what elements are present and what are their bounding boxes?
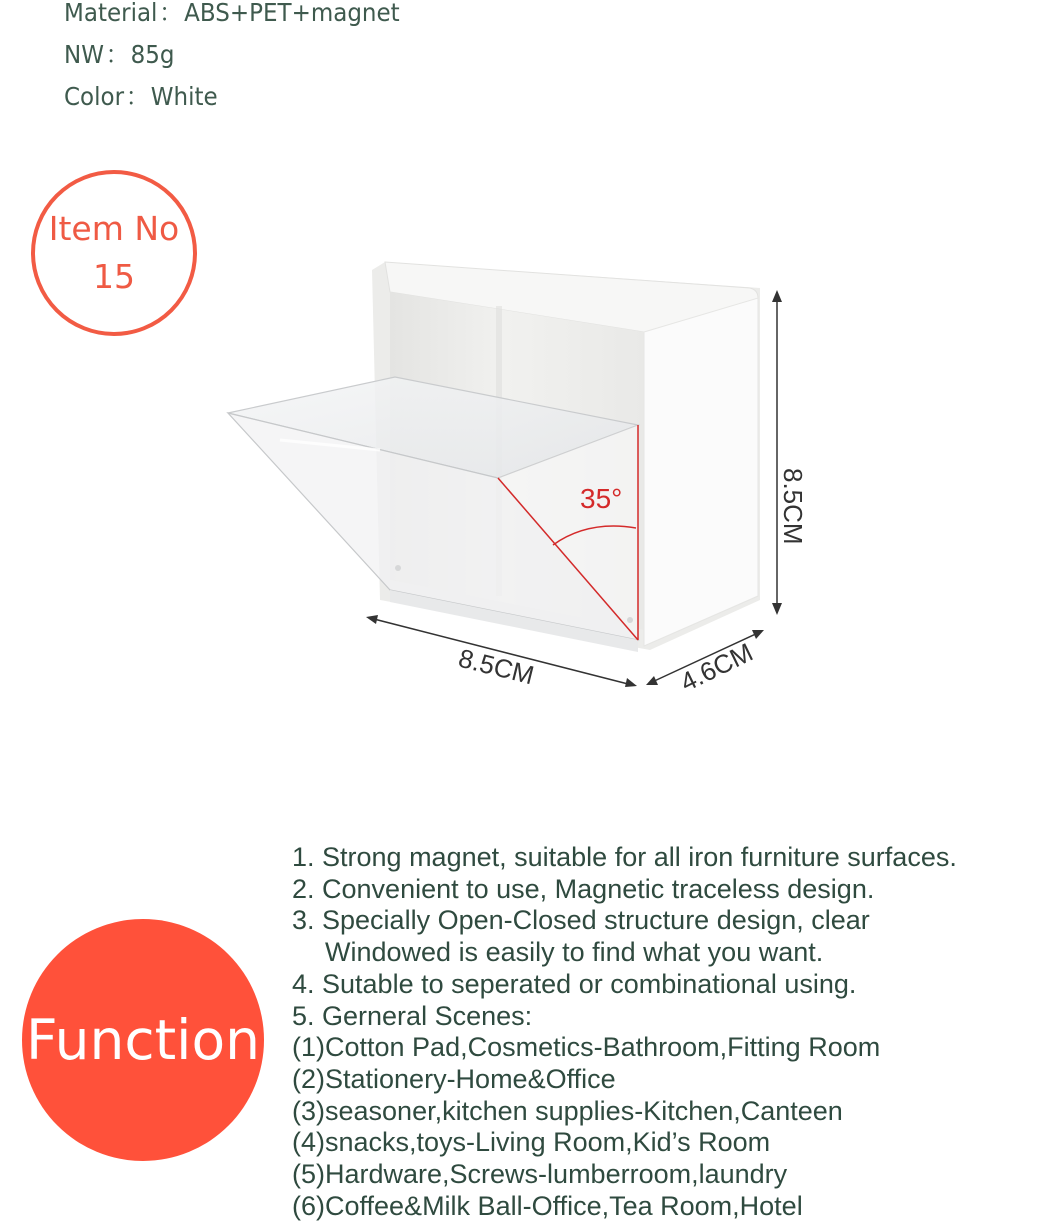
spec-material-label: Material	[64, 0, 158, 27]
storage-box-illustration	[220, 240, 820, 710]
spec-separator: ：	[159, 0, 183, 27]
spec-material	[64, 0, 400, 34]
feature-item-continuation: Windowed is easily to find what you want.	[325, 937, 824, 968]
feature-item: 4. Sutable to seperated or combinational using.	[292, 968, 857, 999]
scene-item: (5)Hardware,Screws-lumberroom,laundry	[292, 1159, 788, 1190]
feature-item: 5. Gerneral Scenes:	[292, 1000, 533, 1031]
scene-item: (4)snacks,toys-Living Room,Kid’s Room	[292, 1127, 771, 1158]
spec-nw-value: 85g	[130, 40, 175, 69]
scene-item: (2)Stationery-Home&Office	[292, 1063, 616, 1094]
spec-color-value: White	[150, 82, 218, 111]
transparent-lid	[228, 377, 638, 652]
spec-separator: ：	[105, 40, 129, 69]
features-list	[292, 842, 1037, 1222]
function-badge	[22, 919, 264, 1161]
spec-material-value: ABS+PET+magnet	[184, 0, 400, 27]
angle-label: 35°	[580, 483, 623, 514]
scene-item: (1)Cotton Pad,Cosmetics-Bathroom,Fitting Room	[292, 1032, 881, 1063]
scene-item: (6)Coffee&Milk Ball-Office,Tea Room,Hotel	[292, 1190, 803, 1221]
function-badge-label: Function	[26, 1008, 260, 1072]
item-number-badge	[31, 170, 197, 336]
height-dimension	[772, 290, 808, 615]
specs-block	[64, 0, 429, 118]
item-badge-number: 15	[93, 257, 135, 296]
feature-item: 3. Specially Open-Closed structure design, clear	[292, 905, 870, 936]
product-image	[220, 240, 820, 710]
feature-item: 2. Convenient to use, Magnetic traceless design.	[292, 873, 875, 904]
item-badge-label: Item No	[48, 209, 180, 248]
spec-color-label: Color	[64, 82, 125, 111]
width-label: 8.5CM	[455, 642, 538, 691]
spec-color	[64, 76, 400, 118]
scene-item: (3)seasoner,kitchen supplies-Kitchen,Canteen	[292, 1095, 843, 1126]
depth-label: 4.6CM	[675, 636, 758, 698]
spec-separator: ：	[125, 82, 149, 111]
spec-nw	[64, 34, 400, 76]
height-label: 8.5CM	[778, 468, 808, 545]
spec-nw-label: NW	[64, 40, 104, 69]
feature-item: 1. Strong magnet, suitable for all iron furniture surfaces.	[292, 842, 957, 872]
